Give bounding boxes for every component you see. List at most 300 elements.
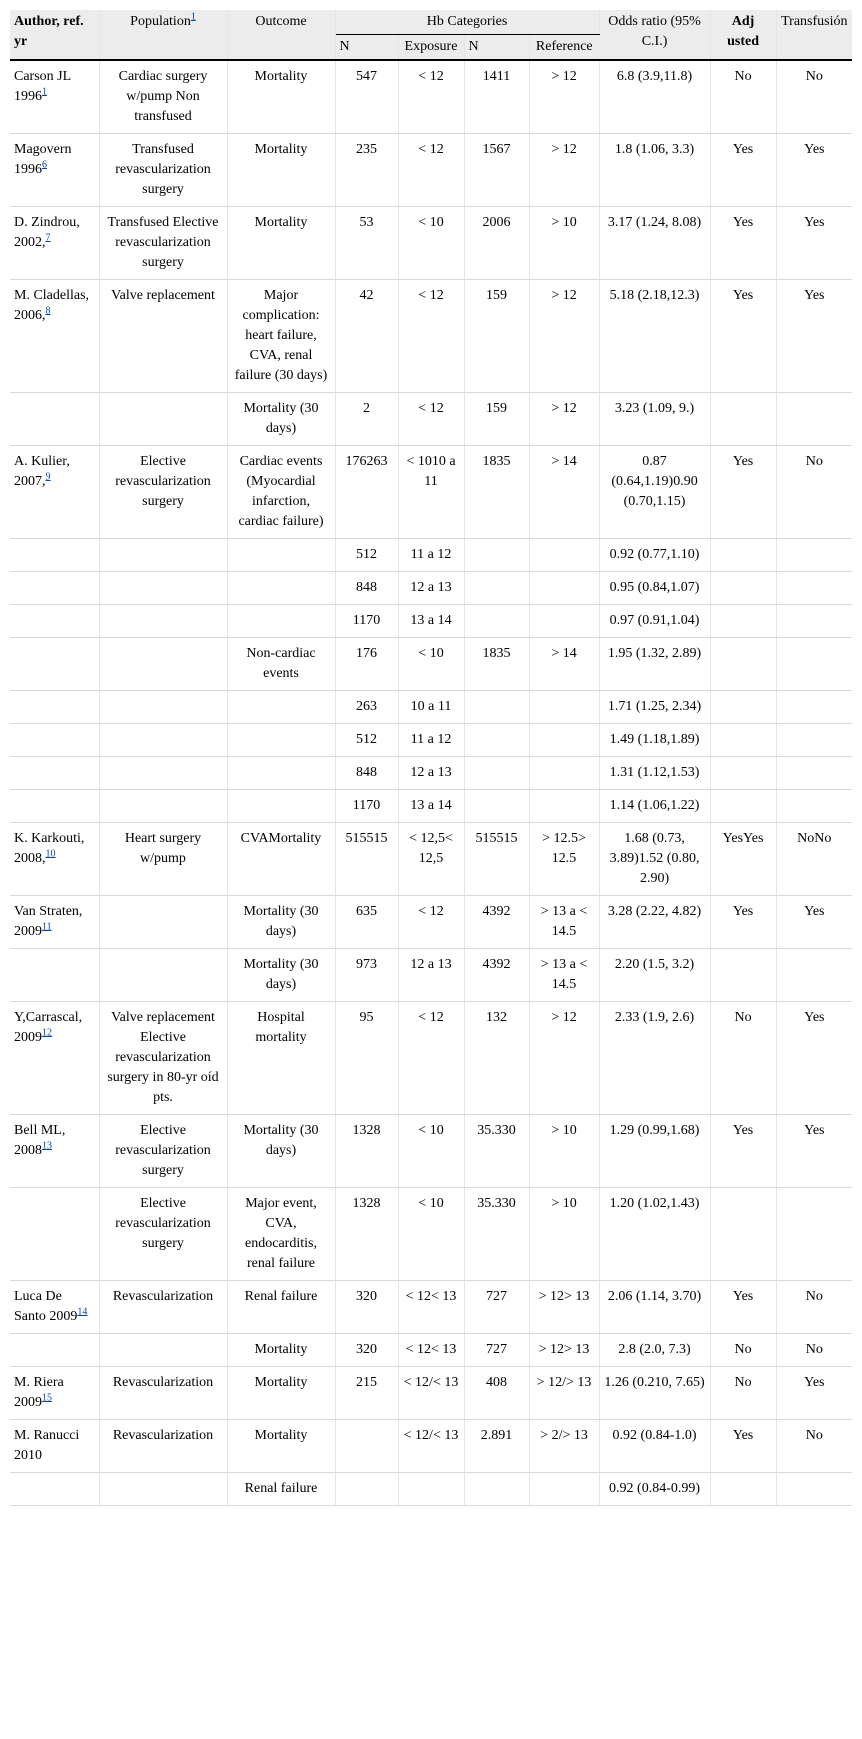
- cell-n2: [464, 1473, 529, 1506]
- cell-outcome: Hospital mortality: [227, 1002, 335, 1115]
- cell-transfusion: Yes: [776, 1367, 852, 1420]
- cell-population: [99, 949, 227, 1002]
- cell-reference: > 12.5> 12.5: [529, 823, 599, 896]
- cell-reference: > 10: [529, 207, 599, 280]
- cell-outcome: Mortality: [227, 1420, 335, 1473]
- cell-transfusion: [776, 757, 852, 790]
- cell-or: 0.87 (0.64,1.19)0.90 (0.70,1.15): [599, 446, 710, 539]
- cell-or: 1.49 (1.18,1.89): [599, 724, 710, 757]
- cell-author: [10, 1115, 99, 1188]
- cell-n2: 159: [464, 393, 529, 446]
- population-ref-link[interactable]: 1: [190, 11, 196, 23]
- cell-n2: [464, 572, 529, 605]
- cell-n1: 2: [335, 393, 398, 446]
- cell-population: [99, 691, 227, 724]
- cell-population: [99, 572, 227, 605]
- cell-author: [10, 207, 99, 280]
- reference-link[interactable]: 10: [45, 848, 56, 860]
- cell-or: 2.8 (2.0, 7.3): [599, 1334, 710, 1367]
- cell-population: [99, 539, 227, 572]
- cell-reference: [529, 790, 599, 823]
- cell-adjusted: No: [710, 1367, 776, 1420]
- cell-reference: [529, 539, 599, 572]
- cell-n2: 1835: [464, 638, 529, 691]
- cell-transfusion: Yes: [776, 207, 852, 280]
- cell-n1: 512: [335, 724, 398, 757]
- cell-n1: 515515: [335, 823, 398, 896]
- cell-n2: [464, 757, 529, 790]
- cell-outcome: Mortality: [227, 134, 335, 207]
- cell-n1: 1170: [335, 790, 398, 823]
- cell-reference: [529, 1473, 599, 1506]
- cell-reference: [529, 605, 599, 638]
- cell-n2: 727: [464, 1281, 529, 1334]
- table-row: [10, 823, 852, 896]
- cell-exposure: 13 a 14: [398, 605, 464, 638]
- cell-adjusted: [710, 572, 776, 605]
- cell-outcome: Mortality (30 days): [227, 393, 335, 446]
- cell-transfusion: No: [776, 1334, 852, 1367]
- col-header-exposure: Exposure: [398, 35, 464, 61]
- author-name: M. Riera 2009: [14, 1375, 64, 1410]
- cell-n2: 4392: [464, 949, 529, 1002]
- author-name: Magovern 1996: [14, 142, 72, 177]
- table-row: [10, 605, 852, 638]
- cell-outcome: [227, 724, 335, 757]
- cell-n2: 408: [464, 1367, 529, 1420]
- cell-transfusion: [776, 790, 852, 823]
- cell-outcome: Renal failure: [227, 1281, 335, 1334]
- cell-transfusion: No: [776, 446, 852, 539]
- cell-n1: 547: [335, 60, 398, 134]
- cell-outcome: Renal failure: [227, 1473, 335, 1506]
- cell-author: [10, 1002, 99, 1115]
- cell-author: [10, 134, 99, 207]
- cell-n2: 1411: [464, 60, 529, 134]
- table-row: [10, 1188, 852, 1281]
- cell-population: Cardiac surgery w/pump Non transfused: [99, 60, 227, 134]
- cell-exposure: < 12: [398, 393, 464, 446]
- cell-n1: 215: [335, 1367, 398, 1420]
- cell-or: 0.92 (0.84-1.0): [599, 1420, 710, 1473]
- table-row: [10, 1334, 852, 1367]
- cell-adjusted: [710, 1188, 776, 1281]
- table-row: [10, 1420, 852, 1473]
- reference-link[interactable]: 7: [45, 232, 51, 244]
- cell-or: 1.71 (1.25, 2.34): [599, 691, 710, 724]
- cell-n2: [464, 539, 529, 572]
- cell-n1: 635: [335, 896, 398, 949]
- cell-reference: > 12: [529, 60, 599, 134]
- author-name: D. Zindrou, 2002,: [14, 215, 80, 250]
- cell-reference: [529, 724, 599, 757]
- cell-reference: [529, 572, 599, 605]
- author-name: A. Kulier, 2007,: [14, 454, 70, 489]
- reference-link[interactable]: 11: [42, 921, 52, 933]
- cell-reference: > 10: [529, 1115, 599, 1188]
- cell-author: [10, 539, 99, 572]
- cell-author: [10, 724, 99, 757]
- cell-adjusted: [710, 949, 776, 1002]
- col-header-transfusion: Transfusión: [776, 10, 852, 60]
- cell-reference: [529, 691, 599, 724]
- cell-adjusted: No: [710, 1334, 776, 1367]
- cell-exposure: 11 a 12: [398, 539, 464, 572]
- table-row: [10, 691, 852, 724]
- cell-population: Elective revascularization surgery: [99, 1115, 227, 1188]
- cell-transfusion: [776, 1473, 852, 1506]
- cell-population: [99, 757, 227, 790]
- cell-author: [10, 1188, 99, 1281]
- reference-link[interactable]: 1: [42, 86, 47, 98]
- reference-link[interactable]: 14: [77, 1306, 88, 1318]
- reference-link[interactable]: 6: [42, 159, 47, 171]
- cell-n1: 848: [335, 757, 398, 790]
- cell-n2: 159: [464, 280, 529, 393]
- col-header-n-reference: N: [464, 35, 529, 61]
- cell-author: [10, 60, 99, 134]
- cell-adjusted: Yes: [710, 280, 776, 393]
- cell-outcome: Mortality (30 days): [227, 949, 335, 1002]
- author-name: Carson JL 1996: [14, 69, 71, 104]
- cell-reference: > 12/> 13: [529, 1367, 599, 1420]
- table-row: [10, 207, 852, 280]
- cell-population: Elective revascularization surgery: [99, 1188, 227, 1281]
- table-row: [10, 638, 852, 691]
- cell-transfusion: No: [776, 1420, 852, 1473]
- table-row: [10, 1367, 852, 1420]
- cell-outcome: Non-cardiac events: [227, 638, 335, 691]
- cell-population: [99, 393, 227, 446]
- cell-n2: 2.891: [464, 1420, 529, 1473]
- table-body: [10, 60, 852, 1506]
- col-header-author: Author, ref. yr: [10, 10, 99, 60]
- cell-transfusion: No: [776, 60, 852, 134]
- cell-exposure: < 12: [398, 134, 464, 207]
- hb-outcomes-table: [10, 10, 852, 1506]
- cell-n1: 95: [335, 1002, 398, 1115]
- cell-n1: [335, 1473, 398, 1506]
- col-header-outcome: Outcome: [227, 10, 335, 60]
- cell-exposure: < 10: [398, 207, 464, 280]
- table-row: [10, 1002, 852, 1115]
- cell-transfusion: Yes: [776, 896, 852, 949]
- table-row: [10, 949, 852, 1002]
- cell-author: [10, 823, 99, 896]
- cell-outcome: [227, 691, 335, 724]
- author-name: Bell ML, 2008: [14, 1123, 66, 1158]
- cell-n2: 515515: [464, 823, 529, 896]
- reference-link[interactable]: 13: [42, 1140, 52, 1152]
- cell-adjusted: [710, 724, 776, 757]
- cell-exposure: < 12,5< 12,5: [398, 823, 464, 896]
- cell-or: 2.06 (1.14, 3.70): [599, 1281, 710, 1334]
- col-header-reference: Reference: [529, 35, 599, 61]
- cell-reference: > 13 a < 14.5: [529, 896, 599, 949]
- cell-reference: > 12> 13: [529, 1334, 599, 1367]
- cell-transfusion: [776, 572, 852, 605]
- author-name: Luca De Santo 2009: [14, 1289, 78, 1324]
- cell-n1: 973: [335, 949, 398, 1002]
- cell-exposure: 12 a 13: [398, 572, 464, 605]
- cell-transfusion: [776, 605, 852, 638]
- cell-n2: [464, 724, 529, 757]
- cell-n1: 320: [335, 1281, 398, 1334]
- cell-n1: 320: [335, 1334, 398, 1367]
- cell-or: 0.95 (0.84,1.07): [599, 572, 710, 605]
- table-row: [10, 1281, 852, 1334]
- cell-outcome: Mortality: [227, 1367, 335, 1420]
- cell-population: Elective revascularization surgery: [99, 446, 227, 539]
- cell-transfusion: NoNo: [776, 823, 852, 896]
- reference-link[interactable]: 15: [42, 1392, 52, 1404]
- table-row: [10, 1473, 852, 1506]
- cell-exposure: 12 a 13: [398, 949, 464, 1002]
- author-name: M. Ranucci 2010: [14, 1428, 80, 1463]
- table-row: [10, 280, 852, 393]
- cell-or: 1.20 (1.02,1.43): [599, 1188, 710, 1281]
- cell-reference: > 10: [529, 1188, 599, 1281]
- cell-n2: 132: [464, 1002, 529, 1115]
- cell-n1: 176: [335, 638, 398, 691]
- cell-n2: 727: [464, 1334, 529, 1367]
- cell-adjusted: Yes: [710, 134, 776, 207]
- cell-or: 3.28 (2.22, 4.82): [599, 896, 710, 949]
- cell-or: 2.33 (1.9, 2.6): [599, 1002, 710, 1115]
- cell-author: [10, 949, 99, 1002]
- cell-n1: 1328: [335, 1188, 398, 1281]
- cell-author: [10, 1473, 99, 1506]
- cell-or: 5.18 (2.18,12.3): [599, 280, 710, 393]
- cell-reference: > 13 a < 14.5: [529, 949, 599, 1002]
- cell-outcome: Mortality (30 days): [227, 896, 335, 949]
- cell-exposure: 13 a 14: [398, 790, 464, 823]
- cell-transfusion: [776, 949, 852, 1002]
- table-row: [10, 724, 852, 757]
- cell-adjusted: No: [710, 1002, 776, 1115]
- cell-adjusted: Yes: [710, 1115, 776, 1188]
- cell-exposure: < 12: [398, 1002, 464, 1115]
- cell-n2: [464, 691, 529, 724]
- cell-n1: 176263: [335, 446, 398, 539]
- cell-transfusion: [776, 724, 852, 757]
- cell-adjusted: [710, 539, 776, 572]
- cell-author: [10, 446, 99, 539]
- author-name: M. Cladellas, 2006,: [14, 288, 90, 323]
- cell-or: 1.31 (1.12,1.53): [599, 757, 710, 790]
- cell-or: 1.95 (1.32, 2.89): [599, 638, 710, 691]
- cell-transfusion: [776, 691, 852, 724]
- cell-author: [10, 691, 99, 724]
- author-name: Y,Carrascal, 2009: [14, 1010, 83, 1045]
- cell-outcome: CVAMortality: [227, 823, 335, 896]
- cell-outcome: [227, 757, 335, 790]
- cell-or: 2.20 (1.5, 3.2): [599, 949, 710, 1002]
- col-header-population-label: Population: [130, 14, 191, 29]
- cell-transfusion: [776, 638, 852, 691]
- cell-adjusted: Yes: [710, 896, 776, 949]
- cell-or: 6.8 (3.9,11.8): [599, 60, 710, 134]
- cell-exposure: 11 a 12: [398, 724, 464, 757]
- cell-population: [99, 724, 227, 757]
- cell-n1: 53: [335, 207, 398, 280]
- cell-transfusion: Yes: [776, 280, 852, 393]
- cell-n1: 512: [335, 539, 398, 572]
- cell-n2: 2006: [464, 207, 529, 280]
- cell-or: 0.97 (0.91,1.04): [599, 605, 710, 638]
- cell-n1: 1170: [335, 605, 398, 638]
- cell-n1: 235: [335, 134, 398, 207]
- cell-exposure: 12 a 13: [398, 757, 464, 790]
- cell-outcome: Mortality: [227, 1334, 335, 1367]
- cell-n1: [335, 1420, 398, 1473]
- cell-author: [10, 1420, 99, 1473]
- cell-n2: 35.330: [464, 1115, 529, 1188]
- cell-population: Transfused revascularization surgery: [99, 134, 227, 207]
- cell-outcome: [227, 790, 335, 823]
- cell-n1: 42: [335, 280, 398, 393]
- cell-n1: 263: [335, 691, 398, 724]
- author-name: Van Straten, 2009: [14, 904, 83, 939]
- cell-outcome: Major event, CVA, endocarditis, renal failure: [227, 1188, 335, 1281]
- cell-reference: [529, 757, 599, 790]
- cell-outcome: Mortality (30 days): [227, 1115, 335, 1188]
- cell-n1: 848: [335, 572, 398, 605]
- cell-adjusted: [710, 638, 776, 691]
- cell-or: 0.92 (0.84-0.99): [599, 1473, 710, 1506]
- cell-or: 1.8 (1.06, 3.3): [599, 134, 710, 207]
- cell-adjusted: Yes: [710, 1420, 776, 1473]
- cell-adjusted: [710, 790, 776, 823]
- table-row: [10, 1115, 852, 1188]
- cell-transfusion: Yes: [776, 1115, 852, 1188]
- cell-adjusted: Yes: [710, 207, 776, 280]
- reference-link[interactable]: 8: [45, 305, 51, 317]
- cell-exposure: < 12/< 13: [398, 1367, 464, 1420]
- cell-exposure: < 12: [398, 280, 464, 393]
- cell-population: Revascularization: [99, 1420, 227, 1473]
- cell-or: 3.17 (1.24, 8.08): [599, 207, 710, 280]
- cell-transfusion: No: [776, 1281, 852, 1334]
- author-name: K. Karkouti, 2008,: [14, 831, 85, 866]
- cell-exposure: < 10: [398, 638, 464, 691]
- cell-n2: 1567: [464, 134, 529, 207]
- cell-author: [10, 280, 99, 393]
- cell-outcome: Cardiac events (Myocardial infarction, cardiac failure): [227, 446, 335, 539]
- reference-link[interactable]: 9: [45, 471, 51, 483]
- col-header-n-exposure: N: [335, 35, 398, 61]
- col-header-hb-categories: Hb Categories: [335, 10, 599, 35]
- cell-author: [10, 896, 99, 949]
- table-row: [10, 446, 852, 539]
- cell-reference: > 2/> 13: [529, 1420, 599, 1473]
- cell-exposure: [398, 1473, 464, 1506]
- cell-exposure: < 12/< 13: [398, 1420, 464, 1473]
- cell-population: [99, 1334, 227, 1367]
- cell-reference: > 14: [529, 638, 599, 691]
- cell-population: [99, 605, 227, 638]
- cell-exposure: < 12< 13: [398, 1281, 464, 1334]
- cell-outcome: Mortality: [227, 60, 335, 134]
- cell-author: [10, 1281, 99, 1334]
- cell-author: [10, 638, 99, 691]
- cell-population: [99, 790, 227, 823]
- table-row: [10, 757, 852, 790]
- cell-population: Valve replacement: [99, 280, 227, 393]
- cell-population: Revascularization: [99, 1367, 227, 1420]
- cell-reference: > 12: [529, 1002, 599, 1115]
- cell-author: [10, 1334, 99, 1367]
- table-row: [10, 60, 852, 134]
- cell-adjusted: [710, 757, 776, 790]
- cell-population: [99, 896, 227, 949]
- cell-reference: > 12: [529, 134, 599, 207]
- cell-population: Transfused Elective revascularization surgery: [99, 207, 227, 280]
- table-header: [10, 10, 852, 60]
- cell-author: [10, 790, 99, 823]
- cell-outcome: [227, 572, 335, 605]
- cell-adjusted: [710, 393, 776, 446]
- cell-author: [10, 1367, 99, 1420]
- cell-exposure: < 12< 13: [398, 1334, 464, 1367]
- cell-outcome: Major complication: heart failure, CVA, renal failure (30 days): [227, 280, 335, 393]
- cell-population: [99, 1473, 227, 1506]
- cell-reference: > 12: [529, 393, 599, 446]
- cell-author: [10, 393, 99, 446]
- reference-link[interactable]: 12: [42, 1027, 52, 1039]
- cell-transfusion: Yes: [776, 1002, 852, 1115]
- cell-transfusion: Yes: [776, 134, 852, 207]
- cell-or: 1.26 (0.210, 7.65): [599, 1367, 710, 1420]
- cell-population: Revascularization: [99, 1281, 227, 1334]
- cell-adjusted: [710, 605, 776, 638]
- table-row: [10, 539, 852, 572]
- cell-population: Heart surgery w/pump: [99, 823, 227, 896]
- cell-reference: > 14: [529, 446, 599, 539]
- cell-population: Valve replacement Elective revascularization surgery in 80-yr oíd pts.: [99, 1002, 227, 1115]
- cell-or: 1.68 (0.73, 3.89)1.52 (0.80, 2.90): [599, 823, 710, 896]
- cell-reference: > 12> 13: [529, 1281, 599, 1334]
- cell-n2: 4392: [464, 896, 529, 949]
- cell-transfusion: [776, 1188, 852, 1281]
- table-row: [10, 393, 852, 446]
- cell-adjusted: [710, 691, 776, 724]
- cell-exposure: < 12: [398, 60, 464, 134]
- cell-or: 0.92 (0.77,1.10): [599, 539, 710, 572]
- col-header-odds-ratio: Odds ratio (95% C.I.): [599, 10, 710, 60]
- cell-outcome: Mortality: [227, 207, 335, 280]
- cell-author: [10, 757, 99, 790]
- cell-n1: 1328: [335, 1115, 398, 1188]
- cell-adjusted: Yes: [710, 446, 776, 539]
- table-row: [10, 572, 852, 605]
- cell-adjusted: [710, 1473, 776, 1506]
- cell-author: [10, 605, 99, 638]
- cell-n2: 1835: [464, 446, 529, 539]
- cell-or: 3.23 (1.09, 9.): [599, 393, 710, 446]
- cell-exposure: < 10: [398, 1115, 464, 1188]
- cell-n2: 35.330: [464, 1188, 529, 1281]
- table-row: [10, 790, 852, 823]
- cell-adjusted: YesYes: [710, 823, 776, 896]
- cell-population: [99, 638, 227, 691]
- cell-exposure: < 1010 a 11: [398, 446, 464, 539]
- table-row: [10, 134, 852, 207]
- cell-outcome: [227, 539, 335, 572]
- cell-or: 1.29 (0.99,1.68): [599, 1115, 710, 1188]
- cell-exposure: < 10: [398, 1188, 464, 1281]
- cell-n2: [464, 790, 529, 823]
